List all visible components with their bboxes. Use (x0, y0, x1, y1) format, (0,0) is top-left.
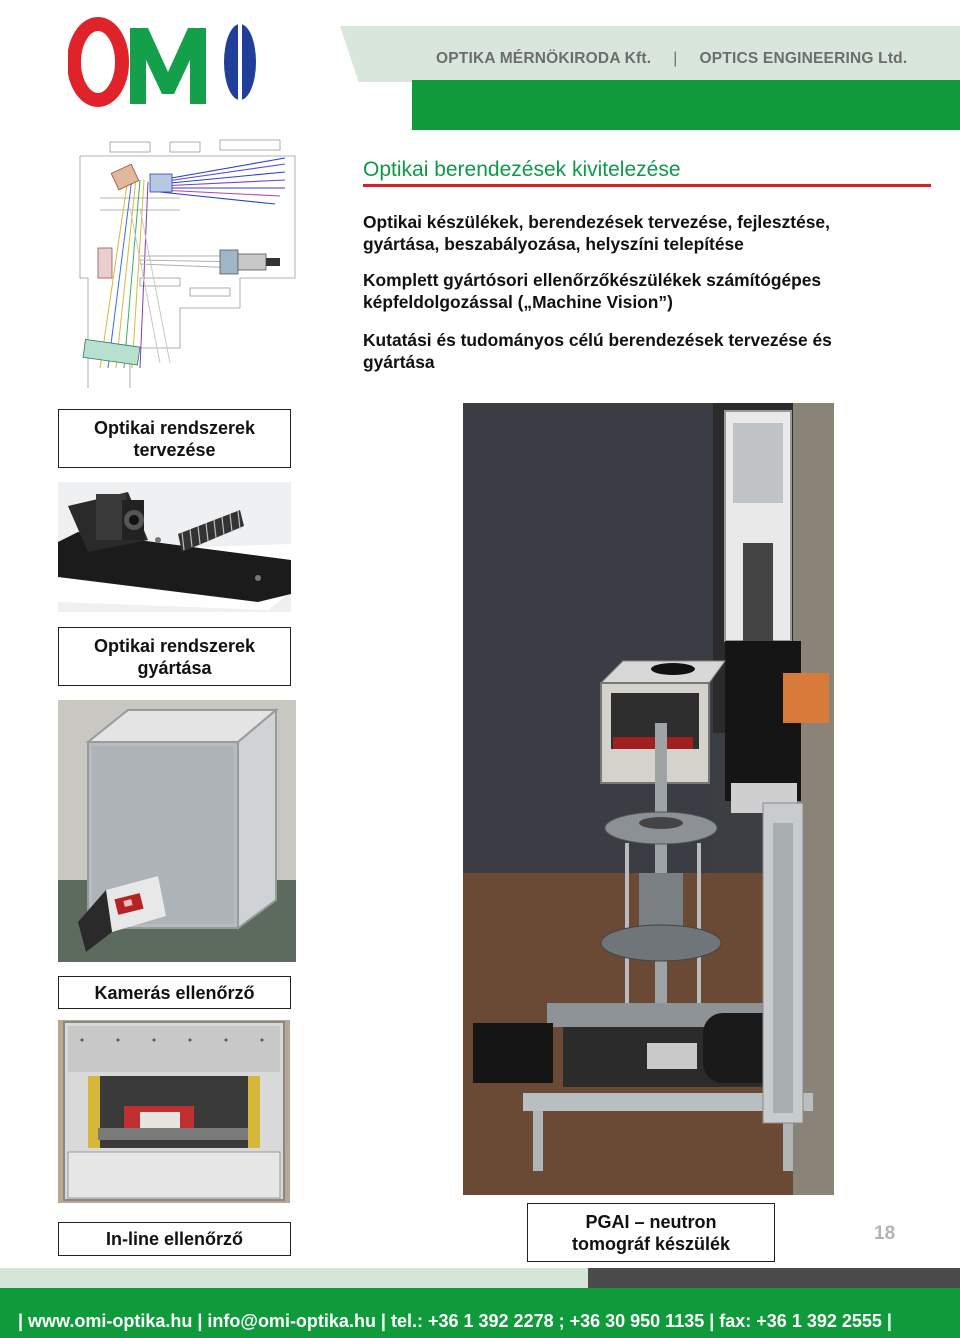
header-separator: | (673, 50, 678, 67)
paragraph-design-development: Optikai készülékek, berendezések tervezése, fejlesztése, gyártása, beszabályozása, helyszíni telepítése (363, 212, 830, 254)
camera-enclosure-photo (58, 700, 296, 962)
title-underline-rule (363, 184, 931, 187)
camera-inspector-photo (58, 1020, 290, 1203)
footer-contact-info: | www.omi-optika.hu | info@omi-optika.hu | tel.: +36 1 392 2278 ; +36 30 950 1135 | fax: +36 1 392 2555 | (18, 1311, 892, 1331)
page-number: 18 (874, 1223, 896, 1244)
caption-optical-design (58, 409, 291, 468)
company-name-hu: OPTIKA MÉRNÖKIRODA Kft. (436, 50, 652, 67)
caption-camera-inspector: Kamerás ellenőrző (58, 976, 291, 1009)
paragraph-research-equipment: Kutatási és tudományos célú berendezések tervezése és gyártása (363, 330, 832, 372)
caption-line: tervezése (133, 439, 216, 460)
header-band-green (412, 80, 960, 130)
caption-line: tomográf készülék (571, 1233, 731, 1254)
caption-inline-inspector: In-line ellenőrző (58, 1222, 291, 1256)
caption-line: Optikai rendszerek (93, 635, 256, 656)
company-name-en: OPTICS ENGINEERING Ltd. (699, 50, 908, 67)
caption-pgai-tomograph (527, 1203, 775, 1262)
omi-logo-icon (68, 14, 268, 114)
section-title: Optikai berendezések kivitelezése (363, 158, 681, 181)
optical-ray-trace-diagram-icon (70, 138, 306, 388)
caption-line: PGAI – neutron (585, 1211, 717, 1232)
footer-band-gray (588, 1268, 960, 1288)
paragraph-machine-vision: Komplett gyártósori ellenőrzőkészülékek számítógépes képfeldolgozással („Machine Vision”) (363, 270, 822, 312)
caption-line: gyártása (137, 657, 212, 678)
optical-bench-photo (58, 482, 291, 612)
header-company-names (436, 50, 907, 68)
caption-optical-manufacturing (58, 627, 291, 686)
neutron-tomograph-photo (463, 403, 834, 1195)
caption-line: Optikai rendszerek (93, 417, 256, 438)
